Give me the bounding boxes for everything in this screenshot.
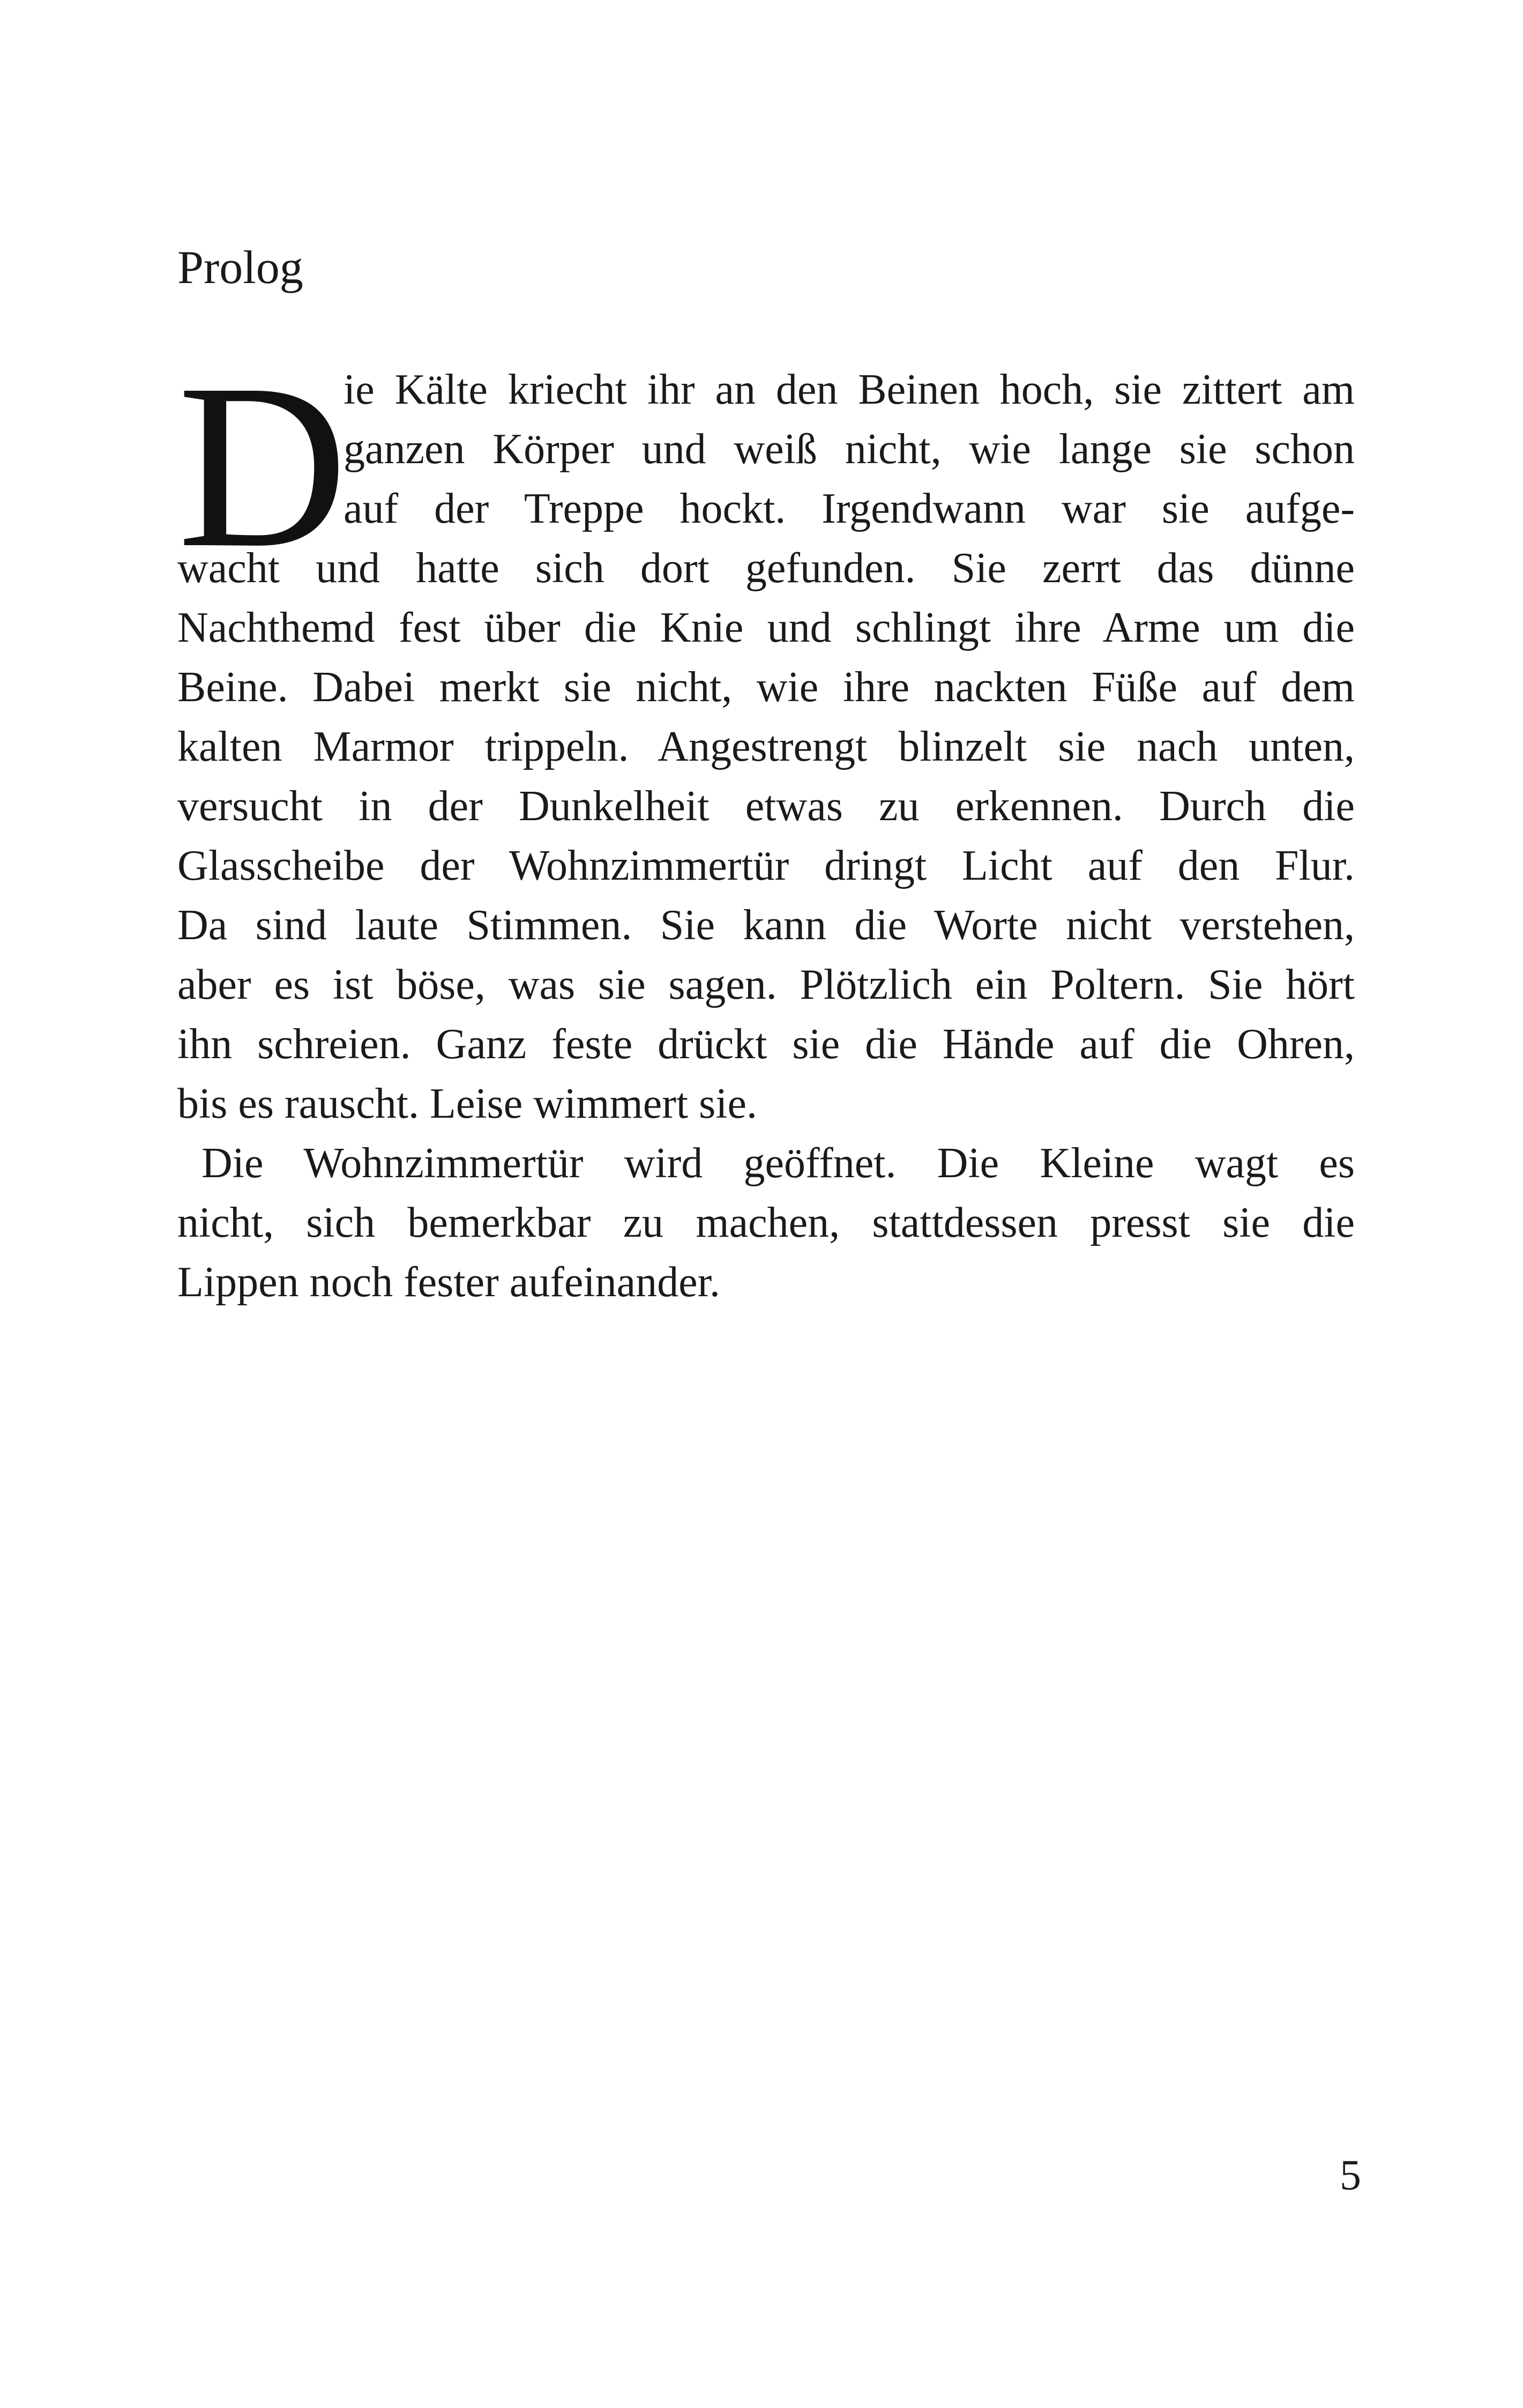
text-line: Glasscheibe der Wohnzimmertür dringt Licht auf den Flur. [177,842,1355,889]
text-line: versucht in der Dunkelheit etwas zu erkennen. Durch die [177,783,1355,830]
text-line: Die Wohnzimmertür wird geöffnet. Die Kleine wagt es [201,1140,1355,1187]
chapter-title: Prolog [177,242,303,294]
paragraph-1 [177,336,1355,1134]
text-line: Da sind laute Stimmen. Sie kann die Worte nicht verstehen, [177,902,1355,949]
text-line: ie Kälte kriecht ihr an den Beinen hoch, sie zittert am [344,366,1355,413]
text-line: bis es rauscht. Leise wimmert sie. [177,1080,757,1127]
drop-initial-letter: D [177,336,348,597]
paragraph-2 [177,1134,1355,1312]
text-line: kalten Marmor trippeln. Angestrengt blinzelt sie nach unten, [177,723,1355,770]
text-line: ganzen Körper und weiß nicht, wie lange sie schon [344,426,1355,473]
text-line: wacht und hatte sich dort gefunden. Sie zerrt das dünne [177,545,1355,592]
text-line: nicht, sich bemerkbar zu machen, stattdessen presst sie die [177,1199,1355,1246]
text-line: ihn schreien. Ganz feste drückt sie die Hände auf die Ohren, [177,1021,1355,1068]
text-line: Lippen noch fester aufeinander. [177,1259,720,1306]
body-text [177,336,1355,1312]
text-line: Beine. Dabei merkt sie nicht, wie ihre nackten Füße auf dem [177,664,1355,711]
text-line: aber es ist böse, was sie sagen. Plötzlich ein Poltern. Sie hört [177,961,1355,1008]
page-number: 5 [1340,2152,1361,2199]
text-line: auf der Treppe hockt. Irgendwann war sie aufge- [344,485,1355,532]
text-line: Nachthemd fest über die Knie und schlingt ihre Arme um die [177,604,1355,651]
